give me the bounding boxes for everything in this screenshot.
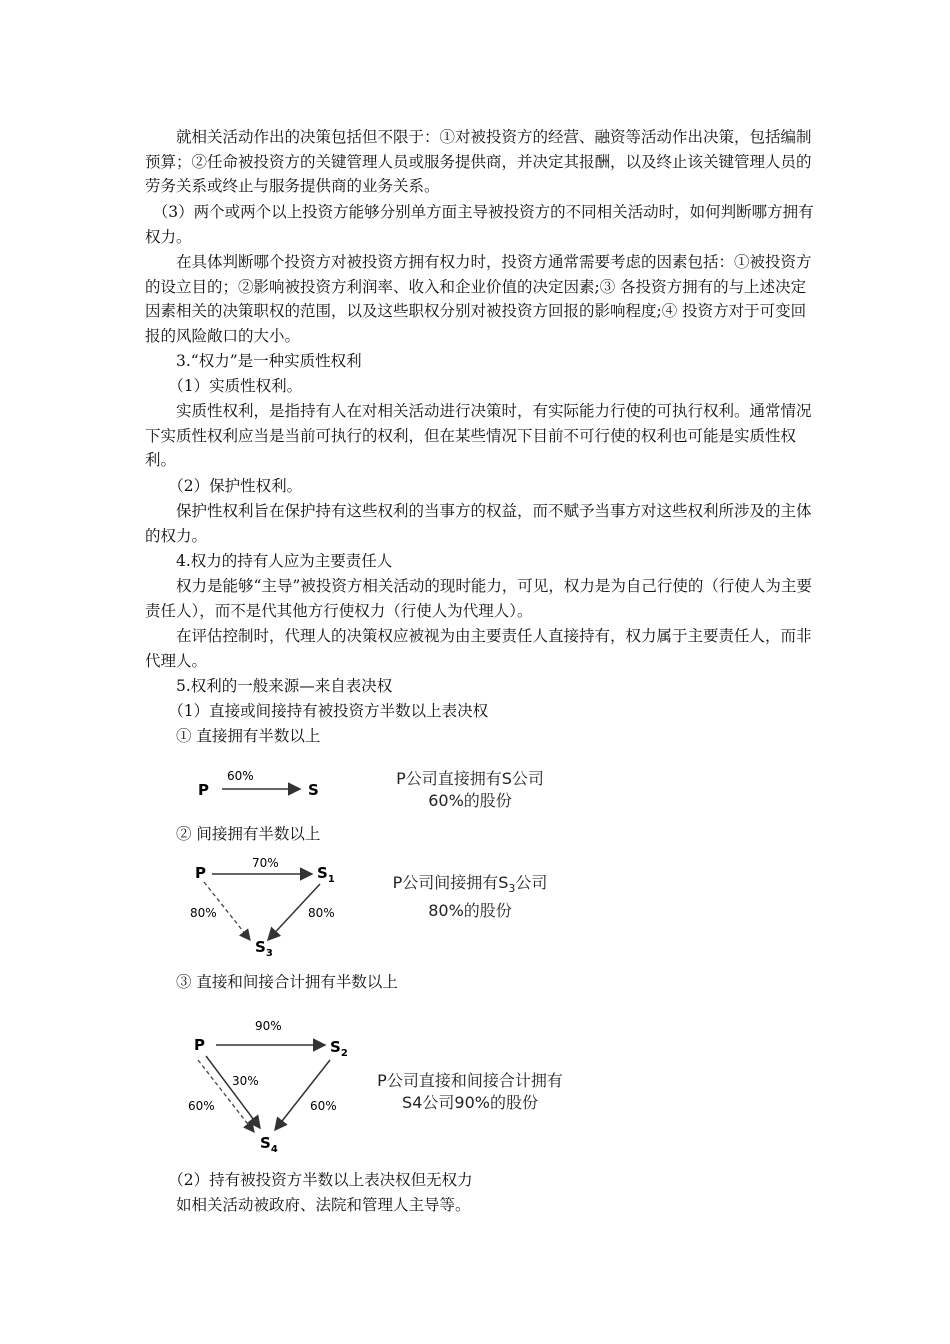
paragraph-multiple-investors: （3）两个或两个以上投资方能够分别单方面主导被投资方的不同相关活动时，如何判断哪方拥有权力。 bbox=[145, 203, 814, 246]
edge-label-70: 70% bbox=[252, 856, 279, 870]
item-indirect-majority: ② 间接拥有半数以上 bbox=[145, 825, 321, 843]
node-p: P bbox=[194, 1036, 205, 1054]
node-s4: $S_4$ bbox=[260, 1134, 278, 1155]
heading-principal: 4.权力的持有人应为主要责任人 bbox=[145, 552, 393, 570]
paragraph-substantive: 实质性权利，是指持有人在对相关活动进行决策时，有实际能力行使的可执行权利。通常情况下实质性权利应当是当前可执行的权利，但在某些情况下目前不可行使的权利也可能是实质性权利。 bbox=[145, 402, 812, 469]
paragraph-factors: 在具体判断哪个投资方对被投资方拥有权力时，投资方通常需要考虑的因素包括：①被投资方的设立目的；②影响被投资方利润率、收入和企业价值的决定因素;③ 各投资方拥有的与上述决定因素相关的决策职权的范围，以及这些职权分别对被投资方回报的影响程度;④ 投资方对于可变回报的风险敞口的大小。 bbox=[145, 253, 812, 345]
node-s1: $S_1$ bbox=[317, 864, 335, 885]
subheading-majority-no-power: （2）持有被投资方半数以上表决权但无权力 bbox=[145, 1171, 473, 1189]
caption-indirect-line1: P公司间接拥有$S_3$公司 bbox=[392, 873, 548, 896]
edge-label-80-right: 80% bbox=[308, 906, 335, 920]
caption-combined bbox=[355, 1070, 585, 1114]
edge-label-80-left: 80% bbox=[190, 906, 217, 920]
caption-combined-line2: S4公司90%的股份 bbox=[402, 1093, 538, 1112]
node-s2: $S_2$ bbox=[330, 1038, 348, 1059]
arrow-p-to-s4-solid bbox=[206, 1056, 260, 1128]
node-s: S bbox=[308, 781, 319, 799]
caption-indirect-line2: 80%的股份 bbox=[428, 901, 512, 921]
heading-voting-rights: 5.权利的一般来源—来自表决权 bbox=[145, 677, 393, 695]
heading-substantive-right: 3.“权力”是一种实质性权利 bbox=[145, 352, 362, 370]
diagram-combined-ownership bbox=[180, 1010, 380, 1160]
paragraph-power-current: 权力是能够“主导”被投资方相关活动的现时能力，可见，权力是为自己行使的（行使人为主要责任人），而不是代其他方行使权力（行使人为代理人）。 bbox=[145, 577, 812, 620]
edge-label-30: 30% bbox=[232, 1074, 259, 1088]
caption-direct bbox=[380, 768, 560, 812]
item-combined-majority: ③ 直接和间接合计拥有半数以上 bbox=[145, 973, 398, 991]
subheading-majority: （1）直接或间接持有被投资方半数以上表决权 bbox=[145, 702, 489, 720]
caption-direct-line2: 60%的股份 bbox=[428, 791, 512, 810]
node-p: P bbox=[195, 864, 206, 882]
diagram-combined-svg bbox=[180, 1010, 380, 1160]
edge-label-90: 90% bbox=[255, 1019, 282, 1033]
subheading-protective: （2）保护性权利。 bbox=[145, 477, 303, 495]
arrow-p-to-s4-dashed bbox=[198, 1060, 254, 1132]
edge-label-60-right: 60% bbox=[310, 1099, 337, 1113]
paragraph-agent: 在评估控制时，代理人的决策权应被视为由主要责任人直接持有，权力属于主要责任人，而非代理人。 bbox=[145, 627, 812, 670]
arrow-s2-to-s4 bbox=[275, 1060, 330, 1130]
node-p: P bbox=[198, 781, 209, 799]
caption-direct-line1: P公司直接拥有S公司 bbox=[396, 769, 544, 788]
edge-label-60: 60% bbox=[227, 769, 254, 783]
caption-combined-line1: P公司直接和间接合计拥有 bbox=[377, 1071, 563, 1090]
item-direct-majority: ① 直接拥有半数以上 bbox=[145, 727, 321, 745]
paragraph-government-court: 如相关活动被政府、法院和管理人主导等。 bbox=[145, 1196, 471, 1214]
node-s3: $S_3$ bbox=[255, 938, 273, 959]
paragraph-decisions: 就相关活动作出的决策包括但不限于：①对被投资方的经营、融资等活动作出决策，包括编制预算；②任命被投资方的关键管理人员或服务提供商，并决定其报酬，以及终止该关键管理人员的劳务关系或终止与服务提供商的业务关系。 bbox=[145, 128, 812, 195]
caption-indirect bbox=[380, 872, 560, 922]
paragraph-protective: 保护性权利旨在保护持有这些权利的当事方的权益，而不赋予当事方对这些权利所涉及的主体的权力。 bbox=[145, 502, 812, 545]
edge-label-60-left: 60% bbox=[188, 1099, 215, 1113]
diagram-indirect-svg bbox=[180, 852, 380, 967]
diagram-indirect-ownership bbox=[180, 852, 380, 967]
subheading-substantive: （1）实质性权利。 bbox=[145, 377, 303, 395]
